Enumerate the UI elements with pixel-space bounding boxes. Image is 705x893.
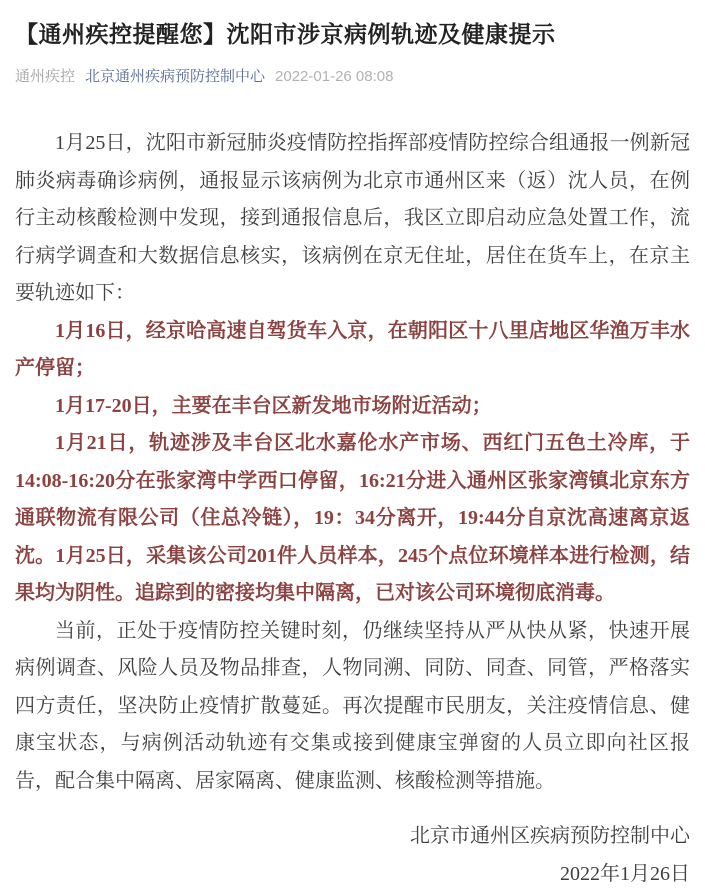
paragraph-advisory: 当前，正处于疫情防控关键时刻，仍继续坚持从严从快从紧，快速开展病例调查、风险人员及物品排查，人物同溯、同防、同查、同管，严格落实四方责任，坚决防止疫情扩散蔓延。再次提醒市民朋友，关注疫情信息、健康宝状态，与病例活动轨迹有交集或接到健康宝弹窗的人员立即向社区报告，配合集中隔离、居家隔离、健康监测、核酸检测等措施。 — [15, 619, 690, 792]
paragraph-track-jan17-20: 1月17-20日，主要在丰台区新发地市场附近活动； — [55, 394, 492, 417]
paragraph-track-jan16: 1月16日，经京哈高速自驾货车入京，在朝阳区十八里店地区华渔万丰水产停留； — [15, 319, 690, 380]
account-name-link[interactable]: 北京通州疾病预防控制中心 — [85, 68, 266, 86]
paragraph-track-jan21: 1月21日，轨迹涉及丰台区北水嘉伦水产市场、西红门五色土冷库，于14:08-16:20分在张家湾中学西口停留，16:21分进入通州区张家湾镇北京东方通联物流有限公司（住总冷链），19：34分离开，19:44分自京沈高速离京返沈。1月25日，采集该公司201件人员样本，245个点位环境样本进行检测，结果均为阴性。追踪到的密接均集中隔离，已对该公司环境彻底消毒。 — [15, 432, 690, 605]
signature-org: 北京市通州区疾病预防控制中心 — [410, 825, 690, 848]
signature-date: 2022年1月26日 — [560, 862, 690, 885]
signature-block — [15, 818, 690, 893]
page-title: 【通州疾控提醒您】沈阳市涉京病例轨迹及健康提示 — [15, 21, 556, 47]
article-meta — [15, 67, 690, 87]
article-tag: 通州疾控 — [15, 68, 76, 86]
paragraph-intro: 1月25日，沈阳市新冠肺炎疫情防控指挥部疫情防控综合组通报一例新冠肺炎病毒确诊病例，通报显示该病例为北京市通州区来（返）沈人员，在例行主动核酸检测中发现，接到通报信息后，我区立即启动应急处置工作，流行病学调查和大数据信息核实，该病例在京无住址，居住在货车上，在京主要轨迹如下： — [15, 132, 690, 305]
article-body — [15, 125, 690, 893]
publish-timestamp: 2022-01-26 08:08 — [275, 68, 394, 86]
